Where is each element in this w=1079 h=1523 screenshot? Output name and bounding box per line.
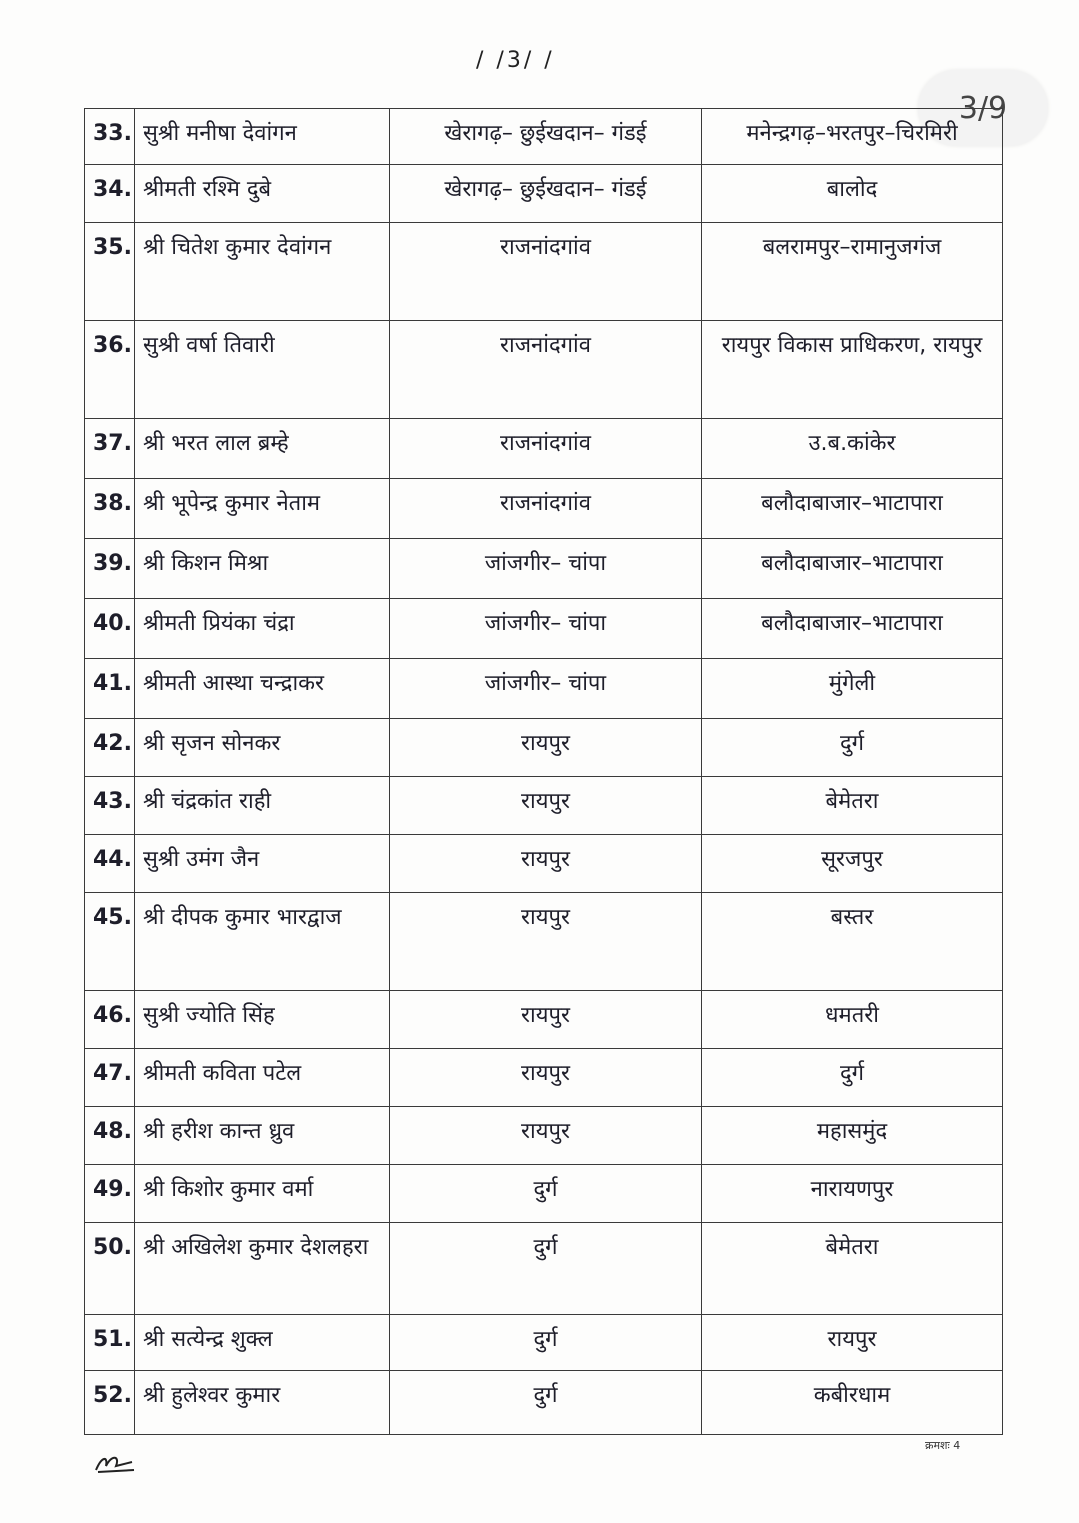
table-row xyxy=(85,1223,1003,1315)
current-posting: रायपुर xyxy=(390,835,702,893)
current-posting: दुर्ग xyxy=(390,1371,702,1435)
table-row xyxy=(85,991,1003,1049)
new-posting: दुर्ग xyxy=(702,1049,1003,1107)
table-row xyxy=(85,1315,1003,1371)
current-posting: दुर्ग xyxy=(390,1223,702,1315)
current-posting: जांजगीर– चांपा xyxy=(390,539,702,599)
employee-name: श्रीमती कविता पटेल xyxy=(135,1049,390,1107)
new-posting: बलौदाबाजार–भाटापारा xyxy=(702,539,1003,599)
new-posting: नारायणपुर xyxy=(702,1165,1003,1223)
table-row xyxy=(85,165,1003,223)
serial-number: 36. xyxy=(85,321,135,419)
current-posting: खेरागढ़– छुईखदान– गंडई xyxy=(390,109,702,165)
employee-name: श्री किशन मिश्रा xyxy=(135,539,390,599)
table-row xyxy=(85,1049,1003,1107)
serial-number: 42. xyxy=(85,719,135,777)
current-posting: रायपुर xyxy=(390,893,702,991)
current-posting: जांजगीर– चांपा xyxy=(390,599,702,659)
employee-name: श्री दीपक कुमार भारद्वाज xyxy=(135,893,390,991)
page-number: / /3/ / xyxy=(476,48,555,73)
serial-number: 37. xyxy=(85,419,135,479)
current-posting: रायपुर xyxy=(390,719,702,777)
employee-name: सुश्री ज्योति सिंह xyxy=(135,991,390,1049)
current-posting: रायपुर xyxy=(390,1107,702,1165)
new-posting: रायपुर xyxy=(702,1315,1003,1371)
serial-number: 41. xyxy=(85,659,135,719)
new-posting: बस्तर xyxy=(702,893,1003,991)
table-row xyxy=(85,539,1003,599)
table-row xyxy=(85,659,1003,719)
serial-number: 43. xyxy=(85,777,135,835)
current-posting: दुर्ग xyxy=(390,1165,702,1223)
table-row xyxy=(85,1107,1003,1165)
new-posting: बलरामपुर–रामानुजगंज xyxy=(702,223,1003,321)
serial-number: 45. xyxy=(85,893,135,991)
current-posting: राजनांदगांव xyxy=(390,223,702,321)
continued-note: क्रमशः 4 xyxy=(925,1439,961,1452)
new-posting: बेमेतरा xyxy=(702,1223,1003,1315)
employee-name: श्रीमती आस्था चन्द्राकर xyxy=(135,659,390,719)
employee-name: श्री भरत लाल ब्रम्हे xyxy=(135,419,390,479)
table-row xyxy=(85,321,1003,419)
table-row xyxy=(85,777,1003,835)
serial-number: 49. xyxy=(85,1165,135,1223)
serial-number: 34. xyxy=(85,165,135,223)
table-row xyxy=(85,893,1003,991)
new-posting: मुंगेली xyxy=(702,659,1003,719)
current-posting: जांजगीर– चांपा xyxy=(390,659,702,719)
employee-name: श्रीमती प्रियंका चंद्रा xyxy=(135,599,390,659)
new-posting: रायपुर विकास प्राधिकरण, रायपुर xyxy=(702,321,1003,419)
new-posting: कबीरधाम xyxy=(702,1371,1003,1435)
employee-name: श्री हुलेश्वर कुमार xyxy=(135,1371,390,1435)
new-posting: बलौदाबाजार–भाटापारा xyxy=(702,479,1003,539)
new-posting: उ.ब.कांकेर xyxy=(702,419,1003,479)
table-row xyxy=(85,479,1003,539)
employee-name: श्रीमती रश्मि दुबे xyxy=(135,165,390,223)
current-posting: राजनांदगांव xyxy=(390,321,702,419)
table-row xyxy=(85,719,1003,777)
new-posting: दुर्ग xyxy=(702,719,1003,777)
current-posting: रायपुर xyxy=(390,1049,702,1107)
current-posting: रायपुर xyxy=(390,777,702,835)
table-row xyxy=(85,419,1003,479)
employee-name: सुश्री उमंग जैन xyxy=(135,835,390,893)
serial-number: 33. xyxy=(85,109,135,165)
current-posting: दुर्ग xyxy=(390,1315,702,1371)
serial-number: 38. xyxy=(85,479,135,539)
new-posting: बालोद xyxy=(702,165,1003,223)
employee-name: श्री किशोर कुमार वर्मा xyxy=(135,1165,390,1223)
serial-number: 47. xyxy=(85,1049,135,1107)
serial-number: 39. xyxy=(85,539,135,599)
serial-number: 52. xyxy=(85,1371,135,1435)
serial-number: 40. xyxy=(85,599,135,659)
current-posting: राजनांदगांव xyxy=(390,419,702,479)
table-row xyxy=(85,1165,1003,1223)
new-posting: मनेन्द्रगढ़–भरतपुर–चिरमिरी xyxy=(702,109,1003,165)
table-row xyxy=(85,109,1003,165)
employee-name: श्री चितेश कुमार देवांगन xyxy=(135,223,390,321)
serial-number: 48. xyxy=(85,1107,135,1165)
employee-name: सुश्री वर्षा तिवारी xyxy=(135,321,390,419)
serial-number: 46. xyxy=(85,991,135,1049)
table-row xyxy=(85,223,1003,321)
transfer-list-table xyxy=(84,108,1003,1435)
table-row xyxy=(85,835,1003,893)
employee-name: श्री सृजन सोनकर xyxy=(135,719,390,777)
table-row xyxy=(85,599,1003,659)
employee-name: सुश्री मनीषा देवांगन xyxy=(135,109,390,165)
employee-name: श्री हरीश कान्त ध्रुव xyxy=(135,1107,390,1165)
page-indicator-badge: 3/9 xyxy=(918,70,1048,146)
new-posting: सूरजपुर xyxy=(702,835,1003,893)
initials-signature xyxy=(92,1450,142,1476)
serial-number: 51. xyxy=(85,1315,135,1371)
serial-number: 50. xyxy=(85,1223,135,1315)
employee-name: श्री सत्येन्द्र शुक्ल xyxy=(135,1315,390,1371)
new-posting: बेमेतरा xyxy=(702,777,1003,835)
new-posting: धमतरी xyxy=(702,991,1003,1049)
serial-number: 35. xyxy=(85,223,135,321)
employee-name: श्री अखिलेश कुमार देशलहरा xyxy=(135,1223,390,1315)
new-posting: महासमुंद xyxy=(702,1107,1003,1165)
current-posting: राजनांदगांव xyxy=(390,479,702,539)
current-posting: खेरागढ़– छुईखदान– गंडई xyxy=(390,165,702,223)
employee-name: श्री चंद्रकांत राही xyxy=(135,777,390,835)
table-row xyxy=(85,1371,1003,1435)
new-posting: बलौदाबाजार–भाटापारा xyxy=(702,599,1003,659)
employee-name: श्री भूपेन्द्र कुमार नेताम xyxy=(135,479,390,539)
serial-number: 44. xyxy=(85,835,135,893)
current-posting: रायपुर xyxy=(390,991,702,1049)
